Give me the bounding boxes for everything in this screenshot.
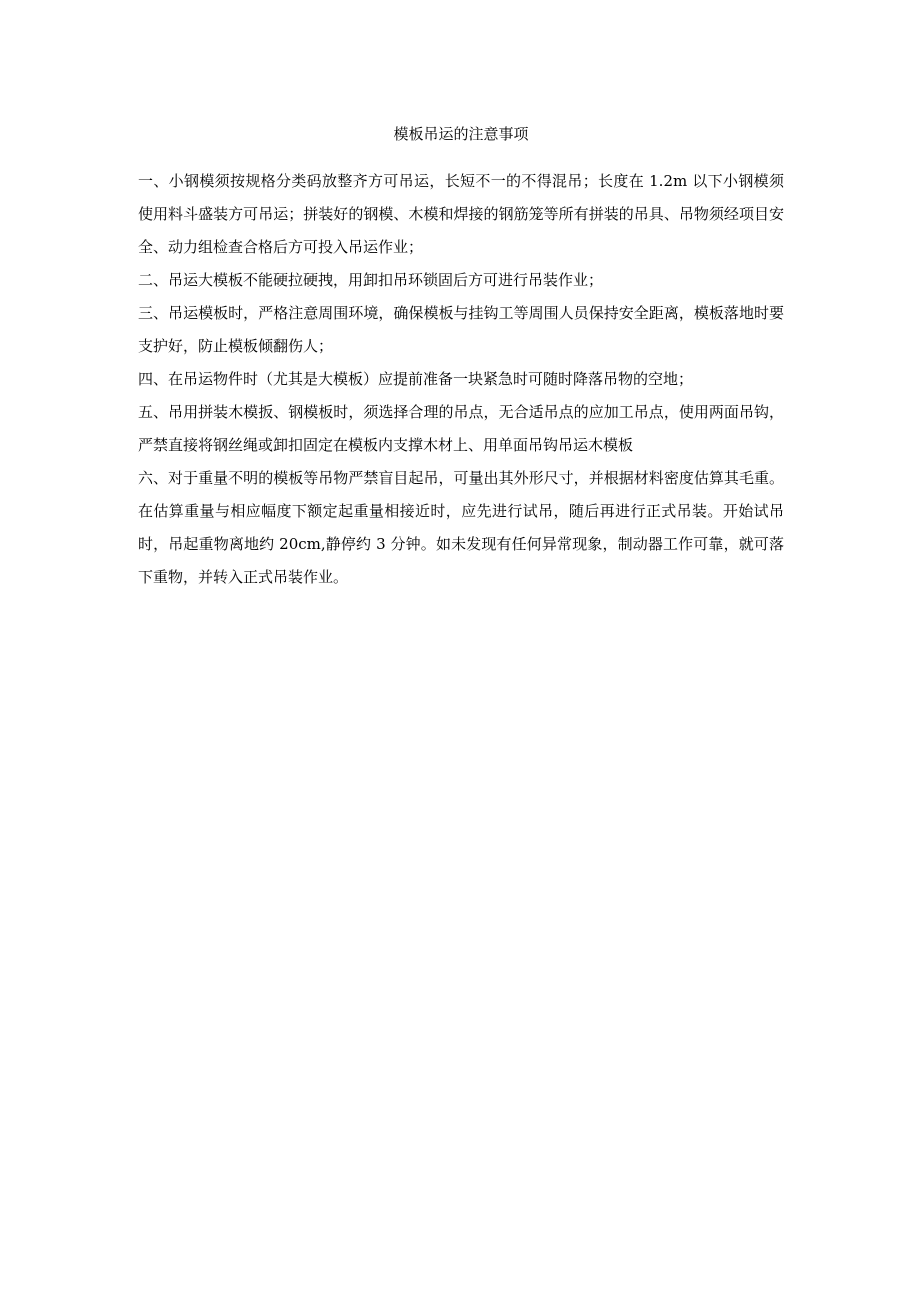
paragraph-3: 三、吊运模板时，严格注意周围环境，确保模板与挂钩工等周围人员保持安全距离，模板落地时要支护好，防止模板倾翻伤人； [138,304,784,355]
document-body [138,165,784,594]
paragraph-5: 五、吊用拼装木模扳、钢模板时，须选择合理的吊点，无合适吊点的应加工吊点，使用两面吊钩，严禁直接将钢丝绳或卸扣固定在模板内支撑木材上、用单面吊钩吊运木模板 [138,403,784,454]
paragraph-6: 六、对于重量不明的模板等吊物严禁盲目起吊，可量出其外形尺寸，并根据材料密度估算其毛重。在估算重量与相应幅度下额定起重量相接近时，应先进行试吊，随后再进行正式吊装。开始试吊时，吊起重物离地约 20cm,静停约 3 分钟。如未发现有任何异常现象，制动器工作可靠，就可落下重物，并转入正式吊装作业。 [138,469,784,586]
document-title: 模板吊运的注意事项 [393,125,529,143]
paragraph-1: 一、小钢模须按规格分类码放整齐方可吊运，长短不一的不得混吊；长度在 1.2m 以下小钢模须使用料斗盛装方可吊运；拼装好的钢模、木模和焊接的钢筋笼等所有拼装的吊具、吊物须经项目安全、动力组检查合格后方可投入吊运作业； [138,172,784,256]
paragraph-2: 二、吊运大模板不能硬拉硬拽，用卸扣吊环锁固后方可进行吊装作业； [138,271,604,289]
paragraph-4: 四、在吊运物件时（尤其是大模板）应提前准备一块紧急时可随时降落吊物的空地； [138,370,694,388]
document-page [138,0,784,1301]
